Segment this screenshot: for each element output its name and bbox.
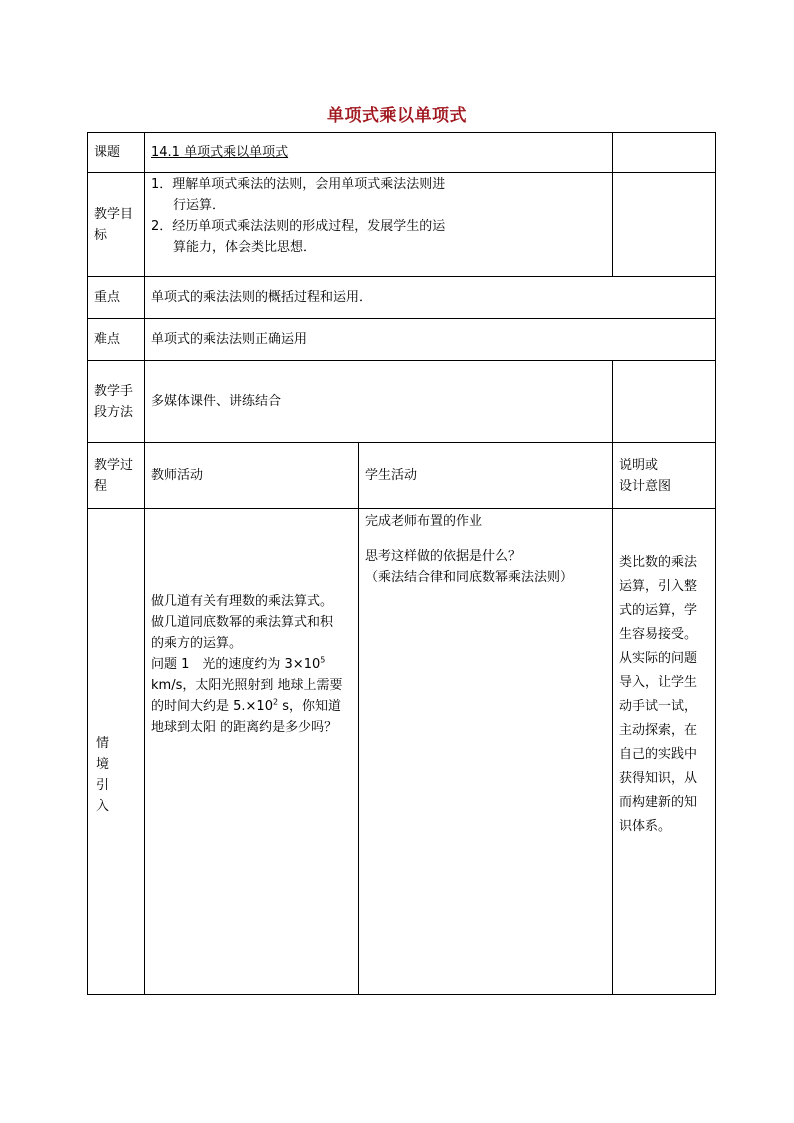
topic-extra <box>613 133 716 173</box>
student-line: （乘法结合律和同底数幂乘法法则） <box>365 570 574 585</box>
row-methods <box>88 361 716 443</box>
problem-1: 问题 1 光的速度约为 $3\times 10^5$ km/s，太阳光照射到 地球上需要的时间大约是 $5.\times 10^2$ s，你知道地球到太阳 的距离约是多少吗？ <box>151 655 343 735</box>
topic-value: 14.1 单项式乘以单项式 <box>145 133 613 173</box>
methods-value: 多媒体课件、讲练结合 <box>145 361 613 443</box>
methods-extra <box>613 361 716 443</box>
student-activity <box>359 509 613 995</box>
design-notes: 类比数的乘法运算，引入整式的运算，学生容易接受。从实际的问题导入，让学生动手试一试，主动探索，在自己的实践中获得知识，从而构建新的知识体系。 <box>613 509 716 995</box>
student-line: 思考这样做的依据是什么？ <box>365 549 522 564</box>
goal-line: 1．理解单项式乘法的法则，会用单项式乘法法则进 <box>151 177 446 192</box>
difficulty-value: 单项式的乘法法则正确运用 <box>145 319 716 361</box>
goal-line: 行运算． <box>173 198 226 213</box>
topic-label: 课题 <box>88 133 145 173</box>
student-line: 完成老师布置的作业 <box>365 514 483 529</box>
teacher-activity-header: 教师活动 <box>145 443 359 509</box>
teacher-activity <box>145 509 359 995</box>
lesson-plan-table <box>87 132 716 995</box>
row-topic <box>88 133 716 173</box>
process-label: 教学过程 <box>88 443 145 509</box>
row-process-header <box>88 443 716 509</box>
goals-extra <box>613 173 716 277</box>
focus-label: 重点 <box>88 277 145 319</box>
student-activity-header: 学生活动 <box>359 443 613 509</box>
goal-line: 2．经历单项式乘法法则的形成过程，发展学生的运 <box>151 219 446 234</box>
row-intro <box>88 509 716 995</box>
focus-value: 单项式的乘法法则的概括过程和运用． <box>145 277 716 319</box>
row-goals <box>88 173 716 277</box>
teacher-line: 做几道有关有理数的乘法算式。 <box>151 594 334 609</box>
row-difficulty <box>88 319 716 361</box>
difficulty-label: 难点 <box>88 319 145 361</box>
methods-label: 教学手段方法 <box>88 361 145 443</box>
intro-label: 情 境 引 入 <box>88 509 145 995</box>
row-focus <box>88 277 716 319</box>
goals-content <box>145 173 613 277</box>
notes-header: 说明或 设计意图 <box>613 443 716 509</box>
teacher-line: 做几道同底数幂的乘法算式和积 <box>151 615 334 630</box>
teacher-line: 的乘方的运算。 <box>151 636 243 651</box>
goal-line: 算能力，体会类比思想． <box>173 240 317 255</box>
goals-label: 教学目标 <box>88 173 145 277</box>
page-title: 单项式乘以单项式 <box>327 106 467 126</box>
